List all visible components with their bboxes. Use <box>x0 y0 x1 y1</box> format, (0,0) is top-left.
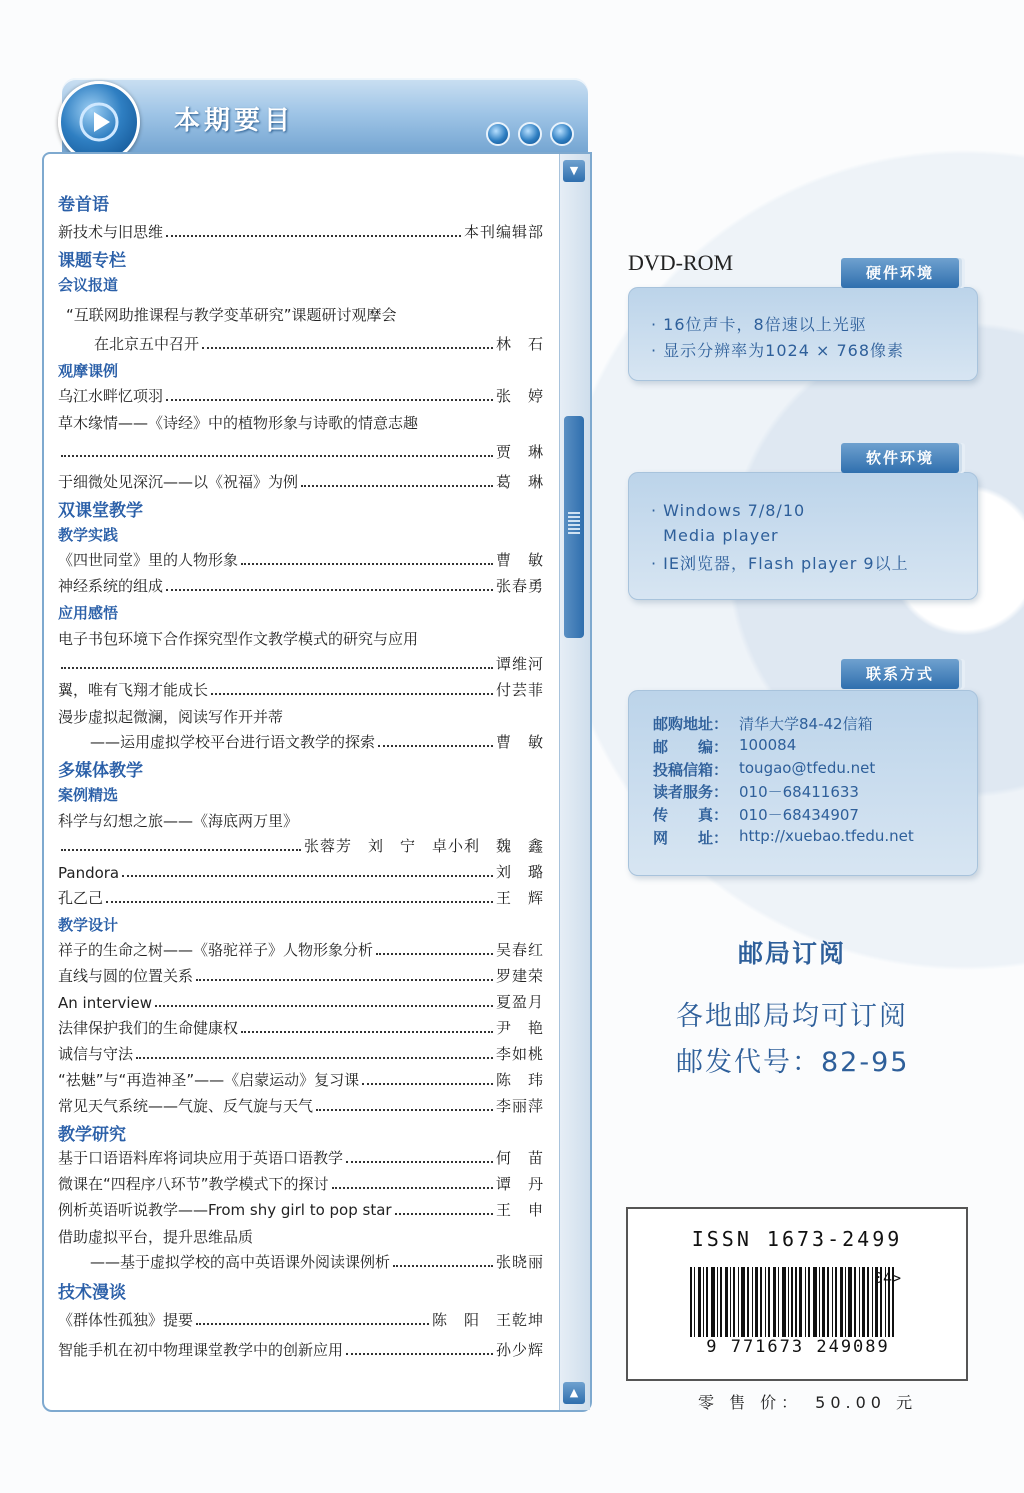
toc-entry[interactable] <box>58 836 544 856</box>
entry-title-line[interactable]: 草木缘情——《诗经》中的植物形象与诗歌的情意志趣 <box>58 414 419 432</box>
leader-dots <box>166 589 493 591</box>
leader-dots <box>346 1161 493 1163</box>
section-heading: 课题专栏 <box>58 251 126 271</box>
toc-entry[interactable] <box>94 334 544 354</box>
toc-entry[interactable] <box>58 442 544 462</box>
toc-entry[interactable] <box>58 940 544 960</box>
scroll-down-arrow-icon[interactable]: ▲ <box>563 1382 585 1404</box>
toc-entry[interactable] <box>58 386 544 406</box>
entry-title: 孔乙己 <box>58 889 104 907</box>
contact-key: 邮 编： <box>653 738 729 756</box>
barcode-digits: 9 771673 249089 <box>688 1337 908 1357</box>
entry-author: 曹 敏 <box>495 551 544 569</box>
software-tab[interactable]: 软件环境 <box>841 443 959 473</box>
contact-value: 010－68411633 <box>739 783 859 801</box>
entry-author: 罗建荣 <box>495 967 544 985</box>
toc-entry[interactable] <box>90 732 544 752</box>
issn-barcode-box <box>626 1207 968 1381</box>
entry-title: ——运用虚拟学校平台进行语文教学的探索 <box>90 733 376 751</box>
section-heading: 多媒体教学 <box>58 761 143 781</box>
leader-dots <box>106 901 493 903</box>
section-heading: 卷首语 <box>58 195 109 215</box>
window-dot-icon[interactable] <box>518 122 542 146</box>
leader-dots <box>61 667 493 669</box>
leader-dots <box>136 1057 493 1059</box>
leader-dots <box>241 563 493 565</box>
entry-author: 张 婷 <box>495 387 544 405</box>
entry-author: 王 申 <box>495 1201 544 1219</box>
toc-entry[interactable] <box>58 862 544 882</box>
entry-title: “祛魅”与“再造神圣”——《启蒙运动》复习课 <box>58 1071 360 1089</box>
contact-key: 网 址： <box>653 829 729 847</box>
contact-value: 清华大学84-42信箱 <box>739 715 873 733</box>
contact-card <box>628 665 978 876</box>
entry-title: 智能手机在初中物理课堂教学中的创新应用 <box>58 1341 344 1359</box>
leader-dots <box>362 1083 493 1085</box>
entry-author: 张春勇 <box>495 577 544 595</box>
entry-title: 翼，唯有飞翔才能成长 <box>58 681 209 699</box>
software-line: Media player <box>651 526 779 545</box>
contact-row <box>653 827 914 848</box>
leader-dots <box>166 235 461 237</box>
hardware-card <box>628 264 978 381</box>
contact-tab[interactable]: 联系方式 <box>841 659 959 689</box>
software-line: · IE浏览器，Flash player 9以上 <box>651 554 909 573</box>
contact-row <box>653 759 875 780</box>
leader-dots <box>196 1323 429 1325</box>
leader-dots <box>155 1005 493 1007</box>
section-heading: 技术漫谈 <box>58 1283 126 1303</box>
toc-entry[interactable] <box>58 680 544 700</box>
contact-row <box>653 804 859 825</box>
entry-author: 曹 敏 <box>495 733 544 751</box>
entry-title: 乌江水畔忆项羽 <box>58 387 164 405</box>
entry-author: 王 辉 <box>495 889 544 907</box>
leader-dots <box>346 1353 493 1355</box>
toc-entry[interactable] <box>58 1200 544 1220</box>
entry-title: 基于口语语料库将词块应用于英语口语教学 <box>58 1149 344 1167</box>
leader-dots <box>196 979 493 981</box>
contact-row <box>653 781 859 802</box>
leader-dots <box>61 455 493 457</box>
scroll-up-arrow-icon[interactable]: ▼ <box>563 160 585 182</box>
entry-author: 本刊编辑部 <box>463 223 544 241</box>
entry-author: 张晓丽 <box>495 1253 544 1271</box>
toc-entry[interactable] <box>58 1018 544 1038</box>
contact-row <box>653 713 873 734</box>
entry-title: ——基于虚拟学校的高中英语课外阅读课例析 <box>90 1253 391 1271</box>
entry-author: 孙少辉 <box>495 1341 544 1359</box>
contact-value: 100084 <box>739 736 797 754</box>
toc-titlebar <box>62 78 588 158</box>
hardware-line: · 16位声卡，8倍速以上光驱 <box>651 315 867 334</box>
toc-entry[interactable] <box>58 1070 544 1090</box>
leader-dots <box>211 693 493 695</box>
toc-entry[interactable] <box>58 222 544 242</box>
entry-title: 《群体性孤独》提要 <box>58 1311 194 1329</box>
toc-title: 本期要目 <box>174 106 295 136</box>
leader-dots <box>332 1187 493 1189</box>
contact-key: 投稿信箱： <box>653 761 729 779</box>
leader-dots <box>61 849 301 851</box>
subscribe-code: 邮发代号：82-95 <box>676 1047 910 1078</box>
entry-author: 何 苗 <box>495 1149 544 1167</box>
leader-dots <box>316 1109 493 1111</box>
entry-title: 直线与圆的位置关系 <box>58 967 194 985</box>
hardware-line: · 显示分辨率为1024 × 768像素 <box>651 341 905 360</box>
play-icon[interactable] <box>58 81 140 163</box>
entry-title: 新技术与旧思维 <box>58 223 164 241</box>
subsection-heading: 案例精选 <box>58 786 119 804</box>
toc-window <box>42 78 588 1408</box>
entry-author: 吴春红 <box>495 941 544 959</box>
entry-author: 夏盈月 <box>495 993 544 1011</box>
leader-dots <box>395 1213 493 1215</box>
toc-entry[interactable] <box>58 550 544 570</box>
toc-entry[interactable] <box>58 992 544 1012</box>
leader-dots <box>122 875 493 877</box>
leader-dots <box>241 1031 493 1033</box>
subsection-heading: 教学实践 <box>58 526 119 544</box>
toc-entry[interactable] <box>58 1044 544 1064</box>
retail-price: 零 售 价： 50.00 元 <box>698 1393 918 1412</box>
entry-author: 谭 丹 <box>495 1175 544 1193</box>
subscribe-title: 邮局订阅 <box>738 939 847 968</box>
contact-row <box>653 736 796 757</box>
contact-key: 读者服务： <box>653 783 729 801</box>
entry-title: Pandora <box>58 864 120 882</box>
subscribe-line: 各地邮局均可订阅 <box>676 1001 908 1032</box>
entry-author: 付芸菲 <box>495 681 544 699</box>
leader-dots <box>166 399 493 401</box>
entry-title: 在北京五中召开 <box>94 335 200 353</box>
entry-author: 葛 琳 <box>495 473 544 491</box>
window-dot-icon[interactable] <box>486 122 510 146</box>
toc-entry[interactable] <box>58 888 544 908</box>
toc-entry[interactable] <box>58 1148 544 1168</box>
entry-author: 张蓉芳 刘 宁 卓小利 魏 鑫 <box>303 837 544 855</box>
leader-dots <box>393 1265 493 1267</box>
toc-entry[interactable] <box>58 1340 544 1360</box>
grip-icon <box>568 512 580 534</box>
toc-entry[interactable] <box>58 576 544 596</box>
entry-title: 常见天气系统——气旋、反气旋与天气 <box>58 1097 314 1115</box>
entry-author: 李如桃 <box>495 1045 544 1063</box>
software-card <box>628 449 978 600</box>
entry-title: 于细微处见深沉——以《祝福》为例 <box>58 473 299 491</box>
entry-title-line[interactable]: 漫步虚拟起微澜，阅读写作开并蒂 <box>58 708 284 726</box>
toc-entry[interactable] <box>58 1174 544 1194</box>
subsection-heading: 观摩课例 <box>58 362 119 380</box>
issn-number: ISSN 1673-2499 <box>691 1227 903 1251</box>
entry-title: 诚信与守法 <box>58 1045 134 1063</box>
entry-author: 林 石 <box>495 335 544 353</box>
scroll-thumb[interactable] <box>564 416 584 638</box>
section-heading: 教学研究 <box>58 1125 126 1145</box>
entry-title: 神经系统的组成 <box>58 577 164 595</box>
toc-entry[interactable] <box>58 1310 544 1330</box>
entry-author: 刘 璐 <box>495 863 544 881</box>
entry-title-line[interactable]: “互联网助推课程与教学变革研究”课题研讨观摩会 <box>66 306 397 324</box>
toc-entry[interactable] <box>90 1252 544 1272</box>
entry-title: 微课在“四程序八环节”教学模式下的探讨 <box>58 1175 329 1193</box>
issue-code: 04> <box>874 1269 902 1287</box>
entry-title-line[interactable]: 借助虚拟平台，提升思维品质 <box>58 1228 254 1246</box>
entry-author: 谭维河 <box>495 655 544 673</box>
toc-entry[interactable] <box>58 966 544 986</box>
subsection-heading: 应用感悟 <box>58 604 119 622</box>
entry-author: 陈 阳 王乾坤 <box>431 1311 544 1329</box>
entry-author: 贾 琳 <box>495 443 544 461</box>
contact-value: 010－68434907 <box>739 806 859 824</box>
toc-entry[interactable] <box>58 654 544 674</box>
leader-dots <box>202 347 493 349</box>
scrollbar[interactable] <box>559 154 590 1410</box>
section-heading: 双课堂教学 <box>58 501 143 521</box>
entry-title: 祥子的生命之树——《骆驼祥子》人物形象分析 <box>58 941 374 959</box>
subsection-heading: 会议报道 <box>58 276 119 294</box>
contact-value[interactable]: http://xuebao.tfedu.net <box>739 827 914 845</box>
window-dots <box>486 122 574 146</box>
entry-title: 法律保护我们的生命健康权 <box>58 1019 239 1037</box>
contact-key: 传 真： <box>653 806 729 824</box>
hardware-tab[interactable]: 硬件环境 <box>841 258 959 288</box>
toc-entry[interactable] <box>58 472 544 492</box>
leader-dots <box>301 485 493 487</box>
entry-title-line[interactable]: 电子书包环境下合作探究型作文教学模式的研究与应用 <box>58 630 419 648</box>
entry-title: 例析英语听说教学——From shy girl to pop star <box>58 1201 392 1219</box>
entry-title-line[interactable]: 科学与幻想之旅——《海底两万里》 <box>58 812 299 830</box>
software-line: · Windows 7/8/10 <box>651 501 806 520</box>
entry-author: 李丽萍 <box>495 1097 544 1115</box>
contact-key: 邮购地址： <box>653 715 729 733</box>
entry-author: 陈 玮 <box>495 1071 544 1089</box>
leader-dots <box>376 953 493 955</box>
leader-dots <box>378 745 493 747</box>
entry-author: 尹 艳 <box>495 1019 544 1037</box>
entry-title: An interview <box>58 994 153 1012</box>
entry-title: 《四世同堂》里的人物形象 <box>58 551 239 569</box>
dvd-rom-label: DVD-ROM <box>628 250 734 275</box>
toc-entry[interactable] <box>58 1096 544 1116</box>
contact-value[interactable]: tougao@tfedu.net <box>739 759 876 777</box>
subsection-heading: 教学设计 <box>58 916 119 934</box>
window-dot-icon[interactable] <box>550 122 574 146</box>
